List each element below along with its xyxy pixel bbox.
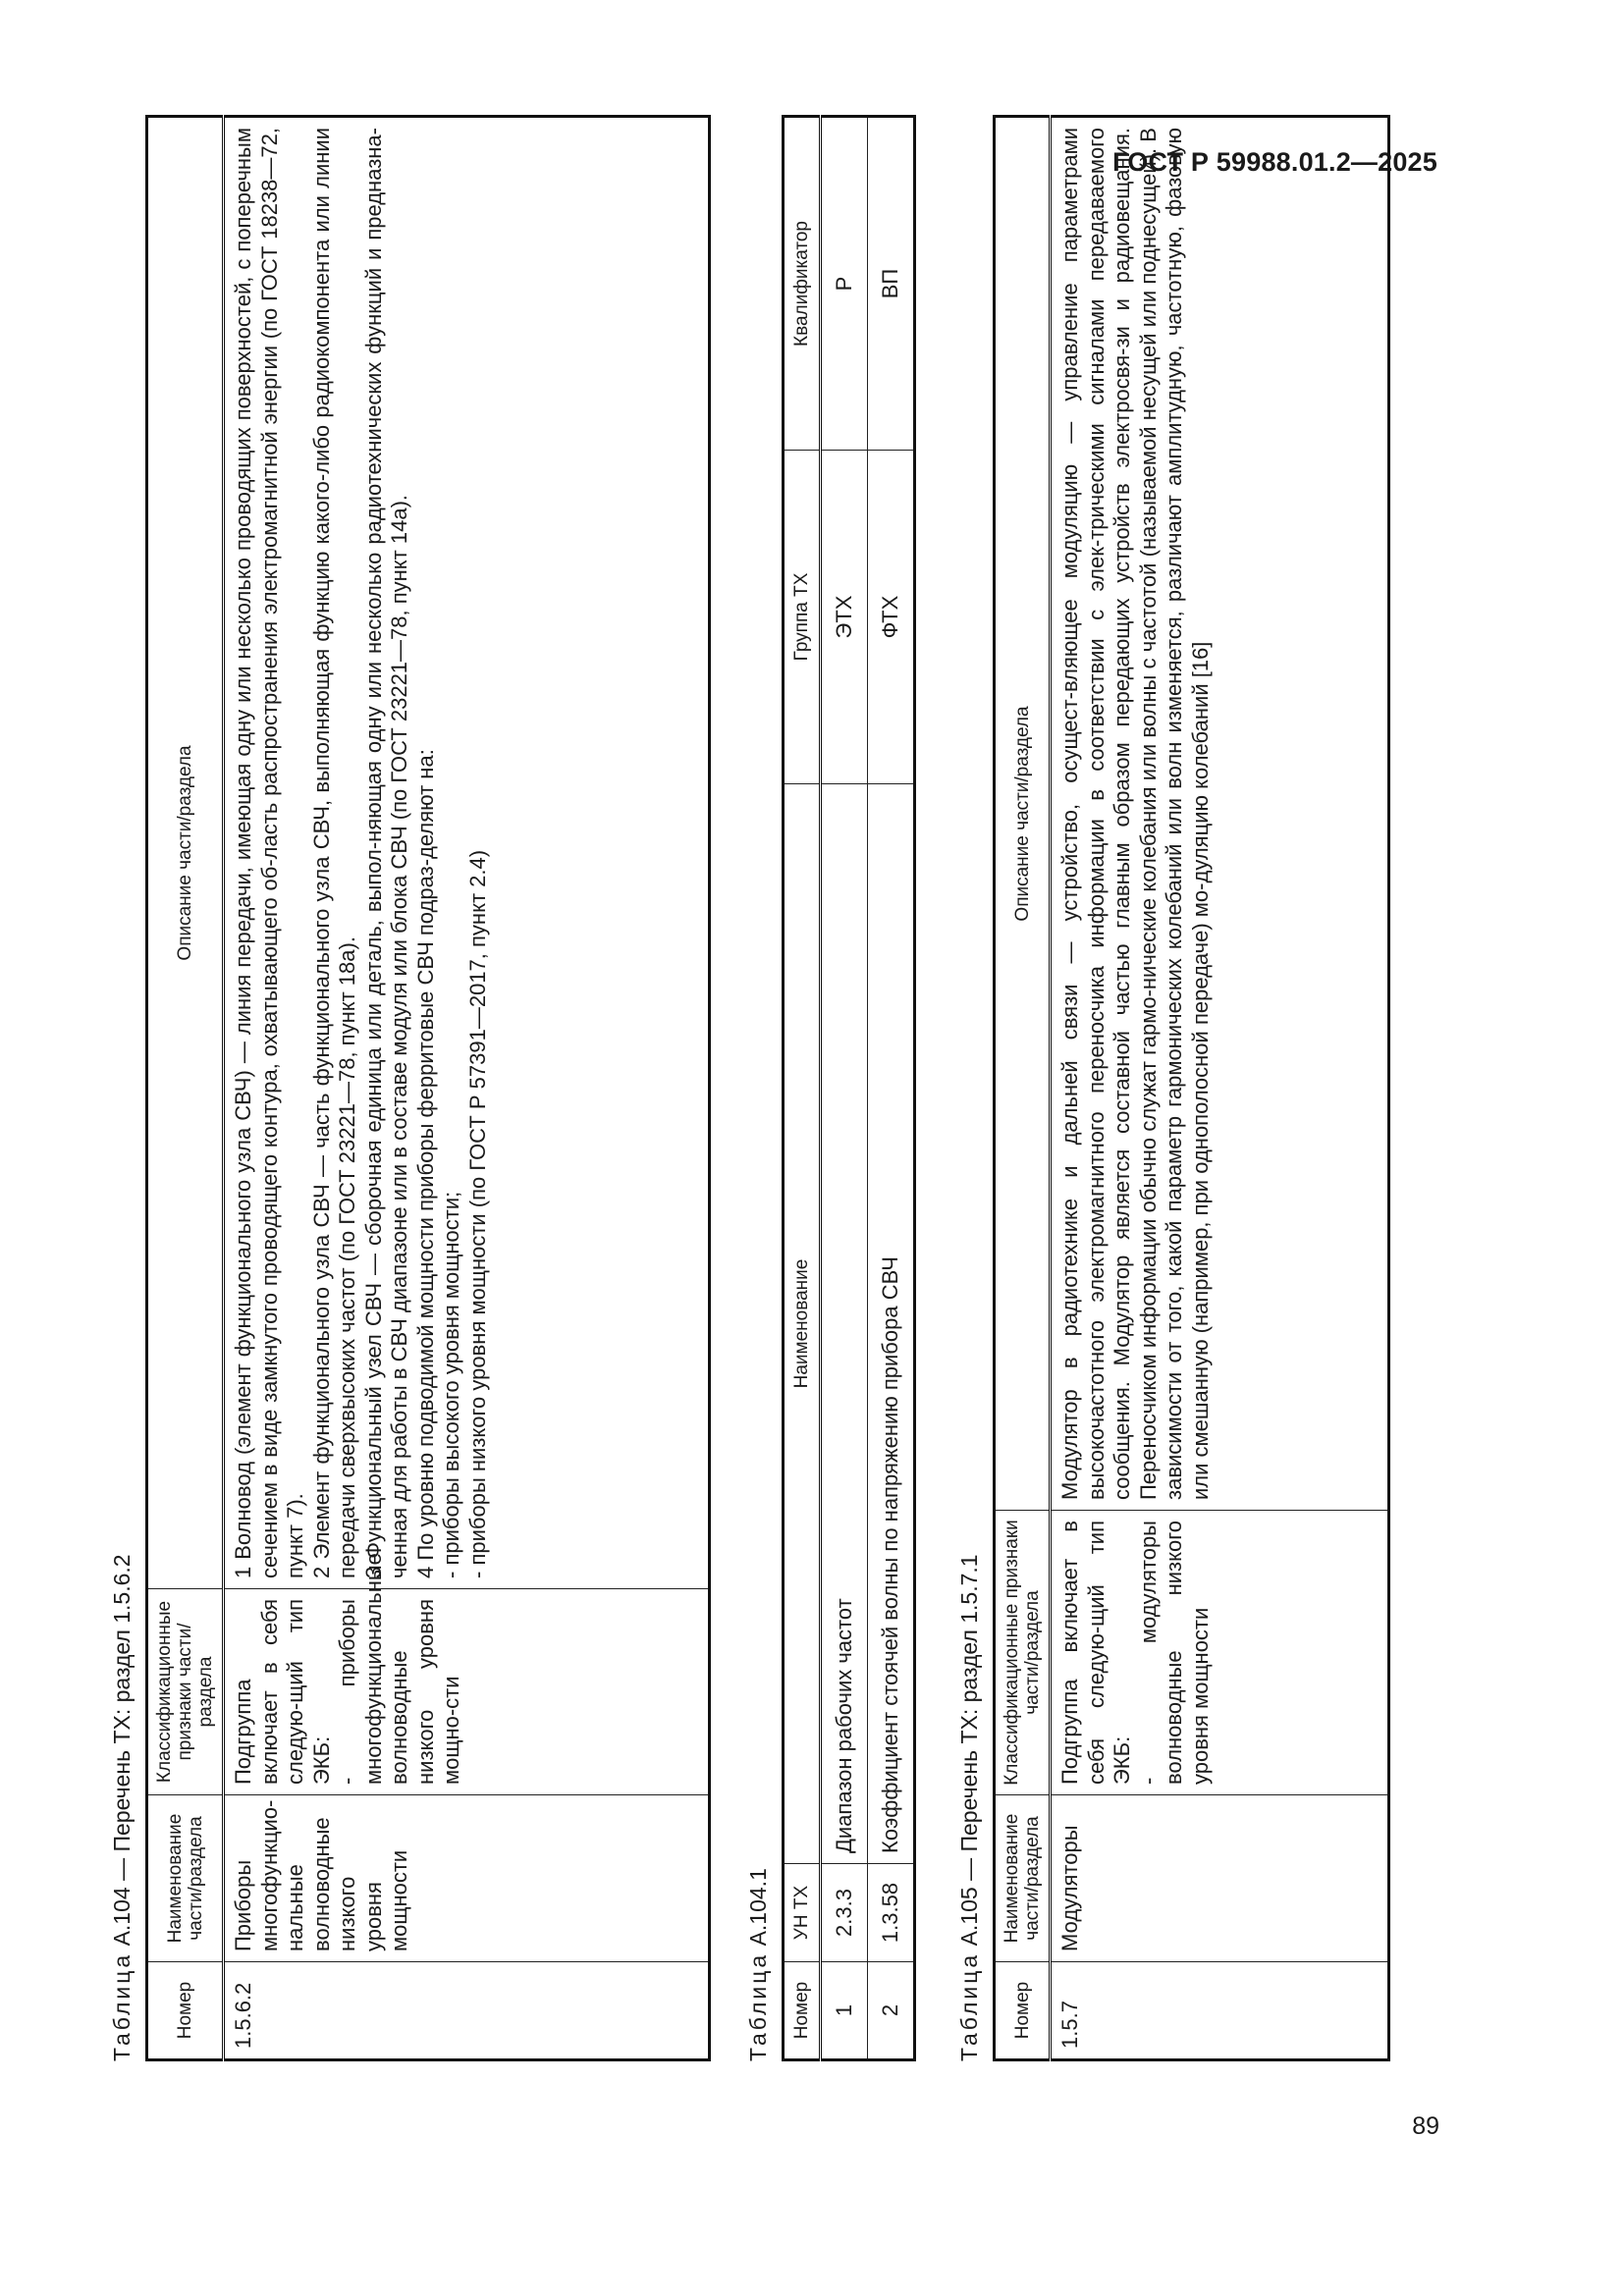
row-qualifier: Р [821, 117, 868, 451]
header-group: Группа ТХ [784, 451, 821, 784]
landscape-content [108, 118, 1443, 2061]
header-number: Номер [784, 1962, 821, 2060]
header-number: Номер [995, 1962, 1051, 2060]
row-name: Приборы многофункцио-нальные волноводные низкого уровня мощности [224, 1795, 710, 1962]
row-features [224, 1553, 710, 1795]
caption-word: Таблица [745, 1951, 771, 2061]
table-104-1 [782, 115, 916, 2061]
header-description: Описание части/раздела [147, 117, 224, 1589]
features-line: - приборы многофункциональные волноводные низкого уровня мощно-сти [335, 1553, 463, 1785]
features-line: - модуляторы волноводные низкого уровня мощности [1135, 1521, 1213, 1785]
header-description: Описание части/раздела [995, 117, 1051, 1511]
table-104-caption [108, 118, 135, 2061]
caption-word: Таблица [956, 1951, 982, 2061]
header-name: Наименование части/раздела [995, 1795, 1051, 1962]
row-number: 2 [868, 1962, 915, 2060]
caption-rest: А.104 — Перечень ТХ: раздел 1.5.6.2 [109, 1554, 135, 1952]
row-name: Коэффициент стоячей волны по напряжению прибора СВЧ [868, 784, 915, 1864]
description-paragraph: 3 Функциональный узел СВЧ — сборочная единица или деталь, выпол-няющая одну или несколько радиотехнических функций и предназна-ченная для работы в СВЧ диапазоне или в составе модуля или блока СВЧ (по ГОСТ 23221—78, пункт 14а). [360, 128, 411, 1578]
row-number: 1.5.6.2 [224, 1962, 710, 2060]
header-code: УН ТХ [784, 1864, 821, 1962]
page-number: 89 [1412, 2112, 1439, 2140]
header-number: Номер [147, 1962, 224, 2060]
row-code: 2.3.3 [821, 1864, 868, 1962]
table-104 [145, 115, 711, 2061]
caption-word: Таблица [109, 1951, 135, 2061]
row-features [1051, 1511, 1389, 1795]
row-description [224, 117, 710, 1589]
table-row [1051, 117, 1389, 2060]
standard-code: ГОСТ Р 59988.01.2—2025 [1112, 147, 1437, 177]
table-104-1-caption [744, 118, 772, 2061]
row-group: ФТХ [868, 451, 915, 784]
header-name: Наименование части/раздела [147, 1795, 224, 1962]
row-number: 1 [821, 1962, 868, 2060]
row-description: Модулятор в радиотехнике и дальней связи — устройство, осущест-вляющее модуляцию — управление параметрами высокочастотного электромагнитного переносчика информации в соответствии с элек-трическими сигналами передаваемого сообщения. Модулятор является составной частью главным образом передающих устройств электросвя-зи и радиовещания. Переносчиком информации обычно служат гармо-нические колебания или волны с частотой (называемой несущей или поднесущей). В зависимости от того, какой параметр гармонических колебаний или волн изменяется, различают амплитудную, частотную, фазовую или смешанную (например, при однополосной передаче) мо-дуляцию колебаний [16] [1051, 117, 1389, 1511]
table-row [821, 117, 868, 2060]
table-row [224, 117, 710, 2060]
row-group: ЭТХ [821, 451, 868, 784]
header-features: Классификационные признаки части/раздела [995, 1511, 1051, 1795]
features-line: Подгруппа включает в себя следую-щий тип ЭКБ: [1057, 1521, 1134, 1785]
features-line: Подгруппа включает в себя следую-щий тип ЭКБ: [231, 1599, 334, 1785]
table-row [868, 117, 915, 2060]
header-qualifier: Квалификатор [784, 117, 821, 451]
row-qualifier: ВП [868, 117, 915, 451]
description-paragraph: - приборы низкого уровня мощности (по ГОСТ Р 57391—2017, пункт 2.4) [464, 849, 490, 1578]
table-105-caption [955, 118, 983, 2061]
table-105 [993, 115, 1390, 2061]
caption-rest: А.105 — Перечень ТХ: раздел 1.5.7.1 [956, 1554, 982, 1952]
row-code: 1.3.58 [868, 1864, 915, 1962]
row-name: Диапазон рабочих частот [821, 784, 868, 1864]
description-paragraph: 4 По уровню подводимой мощности приборы ферритовые СВЧ подраз-деляют на: [412, 749, 438, 1578]
description-paragraph: 2 Элемент функционального узла СВЧ — часть функционального узла СВЧ, выполняющая функцию какого-либо радиокомпонента или линии передачи сверхвысоких частот (по ГОСТ 23221—78, пункт 18а). [308, 128, 359, 1578]
caption-rest: А.104.1 [745, 1868, 771, 1952]
header-name: Наименование [784, 784, 821, 1864]
row-name: Модуляторы [1051, 1795, 1389, 1962]
description-paragraph: - приборы высокого уровня мощности; [439, 1191, 463, 1578]
row-number: 1.5.7 [1051, 1962, 1389, 2060]
header-features: Классификационные признаки части/раздела [147, 1589, 224, 1795]
description-paragraph: 1 Волновод (элемент функционального узла СВЧ) — линия передачи, имеющая одну или несколько проводящих поверхностей, с поперечным сечением в виде замкнутого проводящего контура, охватывающего об-ласть распространения электромагнитной энергии (по ГОСТ 18238—72, пункт 7). [231, 128, 307, 1578]
